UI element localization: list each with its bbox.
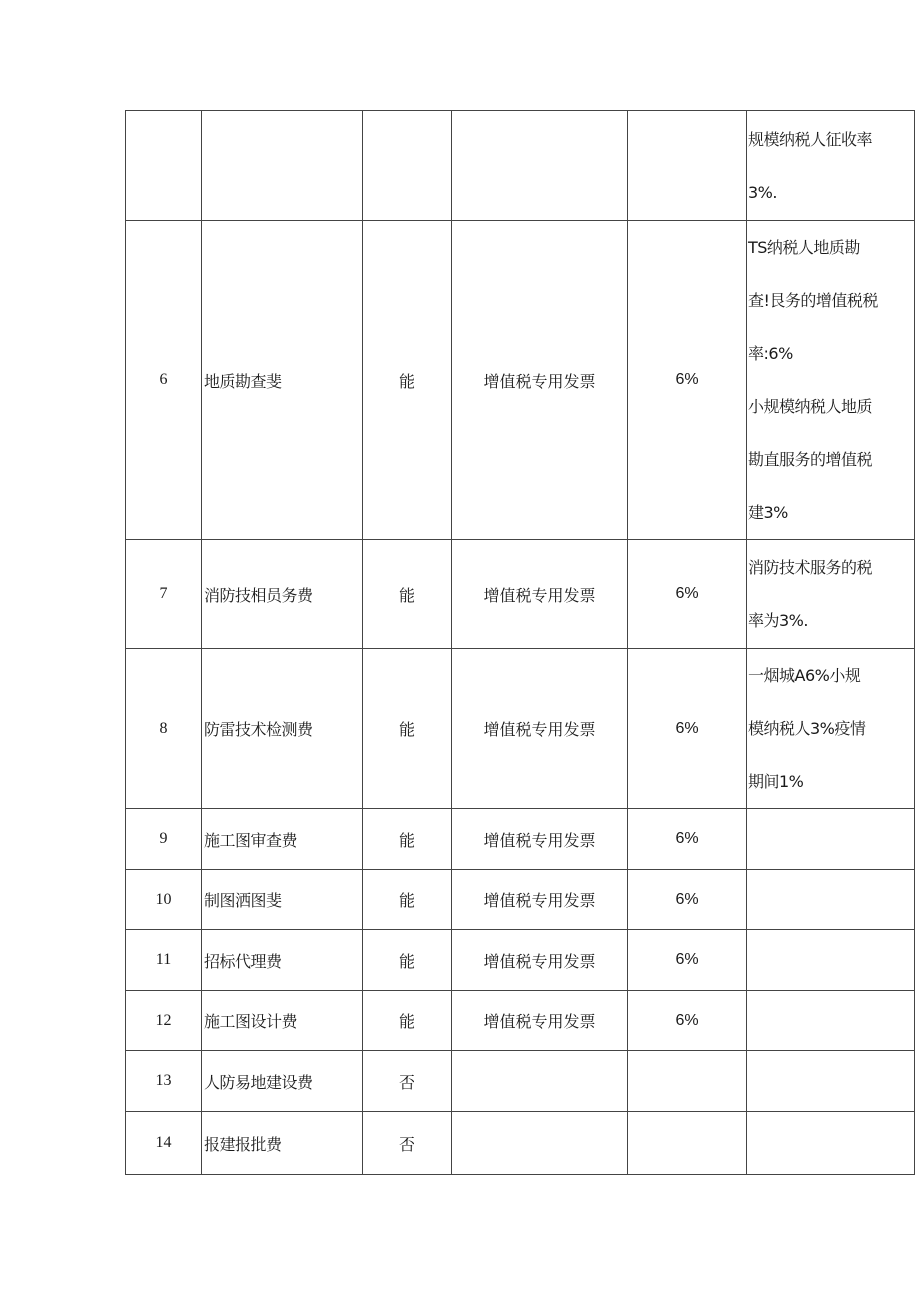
fee-name: 施工图审查费 — [202, 809, 363, 870]
tax-rate: 6% — [628, 649, 747, 809]
deductible-flag: 否 — [363, 1051, 452, 1112]
tax-rate: 6% — [628, 930, 747, 991]
invoice-type: 增值税专用发票 — [452, 809, 628, 870]
tax-rate — [628, 111, 747, 221]
tax-rate: 6% — [628, 221, 747, 540]
fee-name: 招标代理费 — [202, 930, 363, 991]
remark-line: 率为3%. — [748, 611, 808, 630]
deductible-flag: 能 — [363, 540, 452, 649]
fee-table — [125, 110, 915, 1175]
remark-line: 规模纳税人征收率 — [748, 129, 873, 149]
row-index: 8 — [126, 649, 202, 809]
invoice-type: 增值税专用发票 — [452, 649, 628, 809]
remark-line: 消防技术服务的税 — [748, 558, 873, 577]
table-row — [126, 540, 915, 649]
remark-line: TS纳税人地质勘 — [748, 238, 860, 257]
row-index: 7 — [126, 540, 202, 649]
row-index: 11 — [126, 930, 202, 991]
invoice-type: 增值税专用发票 — [452, 221, 628, 540]
invoice-type: 增值税专用发票 — [452, 870, 628, 930]
fee-name: 地质勘查斐 — [202, 221, 363, 540]
remark-line: 查!艮务的增值税税 — [748, 291, 878, 310]
deductible-flag — [363, 111, 452, 221]
remark-line: 一烟城A6%小规 — [748, 666, 861, 685]
fee-name: 消防技相员务费 — [202, 540, 363, 649]
remark — [747, 870, 915, 930]
table-row — [126, 1112, 915, 1175]
row-index: 10 — [126, 870, 202, 930]
table-row — [126, 991, 915, 1051]
fee-name: 报建报批费 — [202, 1112, 363, 1175]
remark — [747, 221, 915, 540]
fee-name — [202, 111, 363, 221]
remark-line: 小规模纳税人地质 — [748, 397, 873, 416]
tax-rate — [628, 1112, 747, 1175]
tax-rate: 6% — [628, 540, 747, 649]
remark-line: 模纳税人3%疫情 — [748, 719, 866, 738]
invoice-type: 增值税专用发票 — [452, 991, 628, 1051]
remark — [747, 930, 915, 991]
invoice-type — [452, 1051, 628, 1112]
table-row — [126, 930, 915, 991]
row-index: 13 — [126, 1051, 202, 1112]
deductible-flag: 否 — [363, 1112, 452, 1175]
table-row — [126, 870, 915, 930]
tax-rate: 6% — [628, 870, 747, 930]
remark — [747, 540, 915, 649]
table-row — [126, 111, 915, 221]
fee-name: 人防易地建设费 — [202, 1051, 363, 1112]
deductible-flag: 能 — [363, 870, 452, 930]
row-index — [126, 111, 202, 221]
remark — [747, 1051, 915, 1112]
remark — [747, 649, 915, 809]
tax-rate: 6% — [628, 809, 747, 870]
row-index: 9 — [126, 809, 202, 870]
deductible-flag: 能 — [363, 809, 452, 870]
table-row — [126, 1051, 915, 1112]
remark-line: 勘直服务的增值税 — [748, 450, 873, 469]
tax-rate: 6% — [628, 991, 747, 1051]
remark-line: 期间1% — [748, 772, 804, 791]
remark — [747, 111, 915, 221]
tax-rate — [628, 1051, 747, 1112]
row-index: 12 — [126, 991, 202, 1051]
deductible-flag: 能 — [363, 649, 452, 809]
row-index: 14 — [126, 1112, 202, 1175]
fee-name: 施工图设计费 — [202, 991, 363, 1051]
table-row — [126, 221, 915, 540]
invoice-type — [452, 1112, 628, 1175]
deductible-flag: 能 — [363, 930, 452, 991]
fee-name: 制图洒图斐 — [202, 870, 363, 930]
remark-line: 3%. — [748, 182, 777, 202]
invoice-type — [452, 111, 628, 221]
deductible-flag: 能 — [363, 991, 452, 1051]
remark — [747, 1112, 915, 1175]
row-index: 6 — [126, 221, 202, 540]
table-row — [126, 809, 915, 870]
table-row — [126, 649, 915, 809]
remark-line: 建3% — [748, 503, 788, 522]
remark — [747, 991, 915, 1051]
deductible-flag: 能 — [363, 221, 452, 540]
fee-name: 防雷技术检测费 — [202, 649, 363, 809]
remark — [747, 809, 915, 870]
invoice-type: 增值税专用发票 — [452, 540, 628, 649]
invoice-type: 增值税专用发票 — [452, 930, 628, 991]
remark-line: 率:6% — [748, 344, 793, 363]
